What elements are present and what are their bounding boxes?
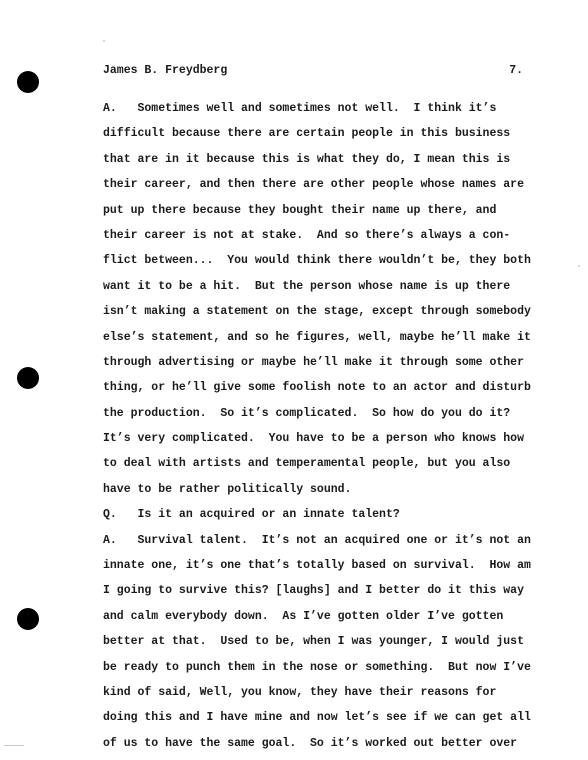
transcript-line: thing, or he’ll give some foolish note to an actor and disturb (103, 381, 531, 395)
transcript-line: A. Survival talent. It’s not an acquired one or it’s not an (103, 533, 531, 547)
transcript-line: kind of said, Well, you know, they have their reasons for (103, 685, 497, 699)
page-header (103, 64, 523, 82)
transcript-line: I going to survive this? [laughs] and I better do it this way (103, 584, 524, 598)
punch-hole-top (17, 71, 39, 93)
transcript-line: that are in it because this is what they do, I mean this is (103, 152, 511, 166)
interviewee-name: James B. Freydberg (103, 64, 228, 77)
transcript-line: flict between... You would think there wouldn’t be, they both (103, 254, 531, 268)
transcript-line: It’s very complicated. You have to be a person who knows how (103, 432, 524, 446)
scan-speck (578, 265, 580, 267)
transcript-line: through advertising or maybe he’ll make it through some other (103, 355, 524, 369)
transcript-line: isn’t making a statement on the stage, except through somebody (103, 305, 531, 319)
transcript-line: Q. Is it an acquired or an innate talent? (103, 508, 400, 522)
transcript-line: doing this and I have mine and now let’s see if we can get all (103, 711, 531, 725)
transcript-line: want it to be a hit. But the person whose name is up there (103, 279, 511, 293)
transcript-line: the production. So it’s complicated. So how do you do it? (103, 406, 511, 420)
transcript-line: and calm everybody down. As I’ve gotten older I’ve gotten (103, 609, 504, 623)
page-number: 7. (509, 64, 523, 77)
transcript-line: be ready to punch them in the nose or something. But now I’ve (103, 660, 531, 674)
transcript-line: to deal with artists and temperamental people, but you also (103, 457, 511, 471)
transcript-line: their career is not at stake. And so there’s always a con- (103, 228, 511, 242)
transcript-body (103, 96, 533, 756)
transcript-line: else’s statement, and so he figures, well, maybe he’ll make it (103, 330, 531, 344)
transcript-line: A. Sometimes well and sometimes not well. I think it’s (103, 102, 497, 115)
transcript-line: of us to have the same goal. So it’s worked out better over (103, 736, 518, 750)
transcript-line: put up there because they bought their name up there, and (103, 203, 497, 217)
transcript-line: difficult because there are certain people in this business (103, 127, 511, 141)
scan-speck (103, 40, 105, 42)
transcript-line: better at that. Used to be, when I was younger, I would just (103, 635, 524, 649)
punch-hole-bottom (17, 608, 39, 630)
scan-speck (4, 745, 24, 746)
transcript-line: innate one, it’s one that’s totally based on survival. How am (103, 559, 531, 573)
punch-hole-middle (17, 367, 39, 389)
transcript-line: their career, and then there are other people whose names are (103, 178, 524, 192)
transcript-line: have to be rather politically sound. (103, 482, 352, 496)
